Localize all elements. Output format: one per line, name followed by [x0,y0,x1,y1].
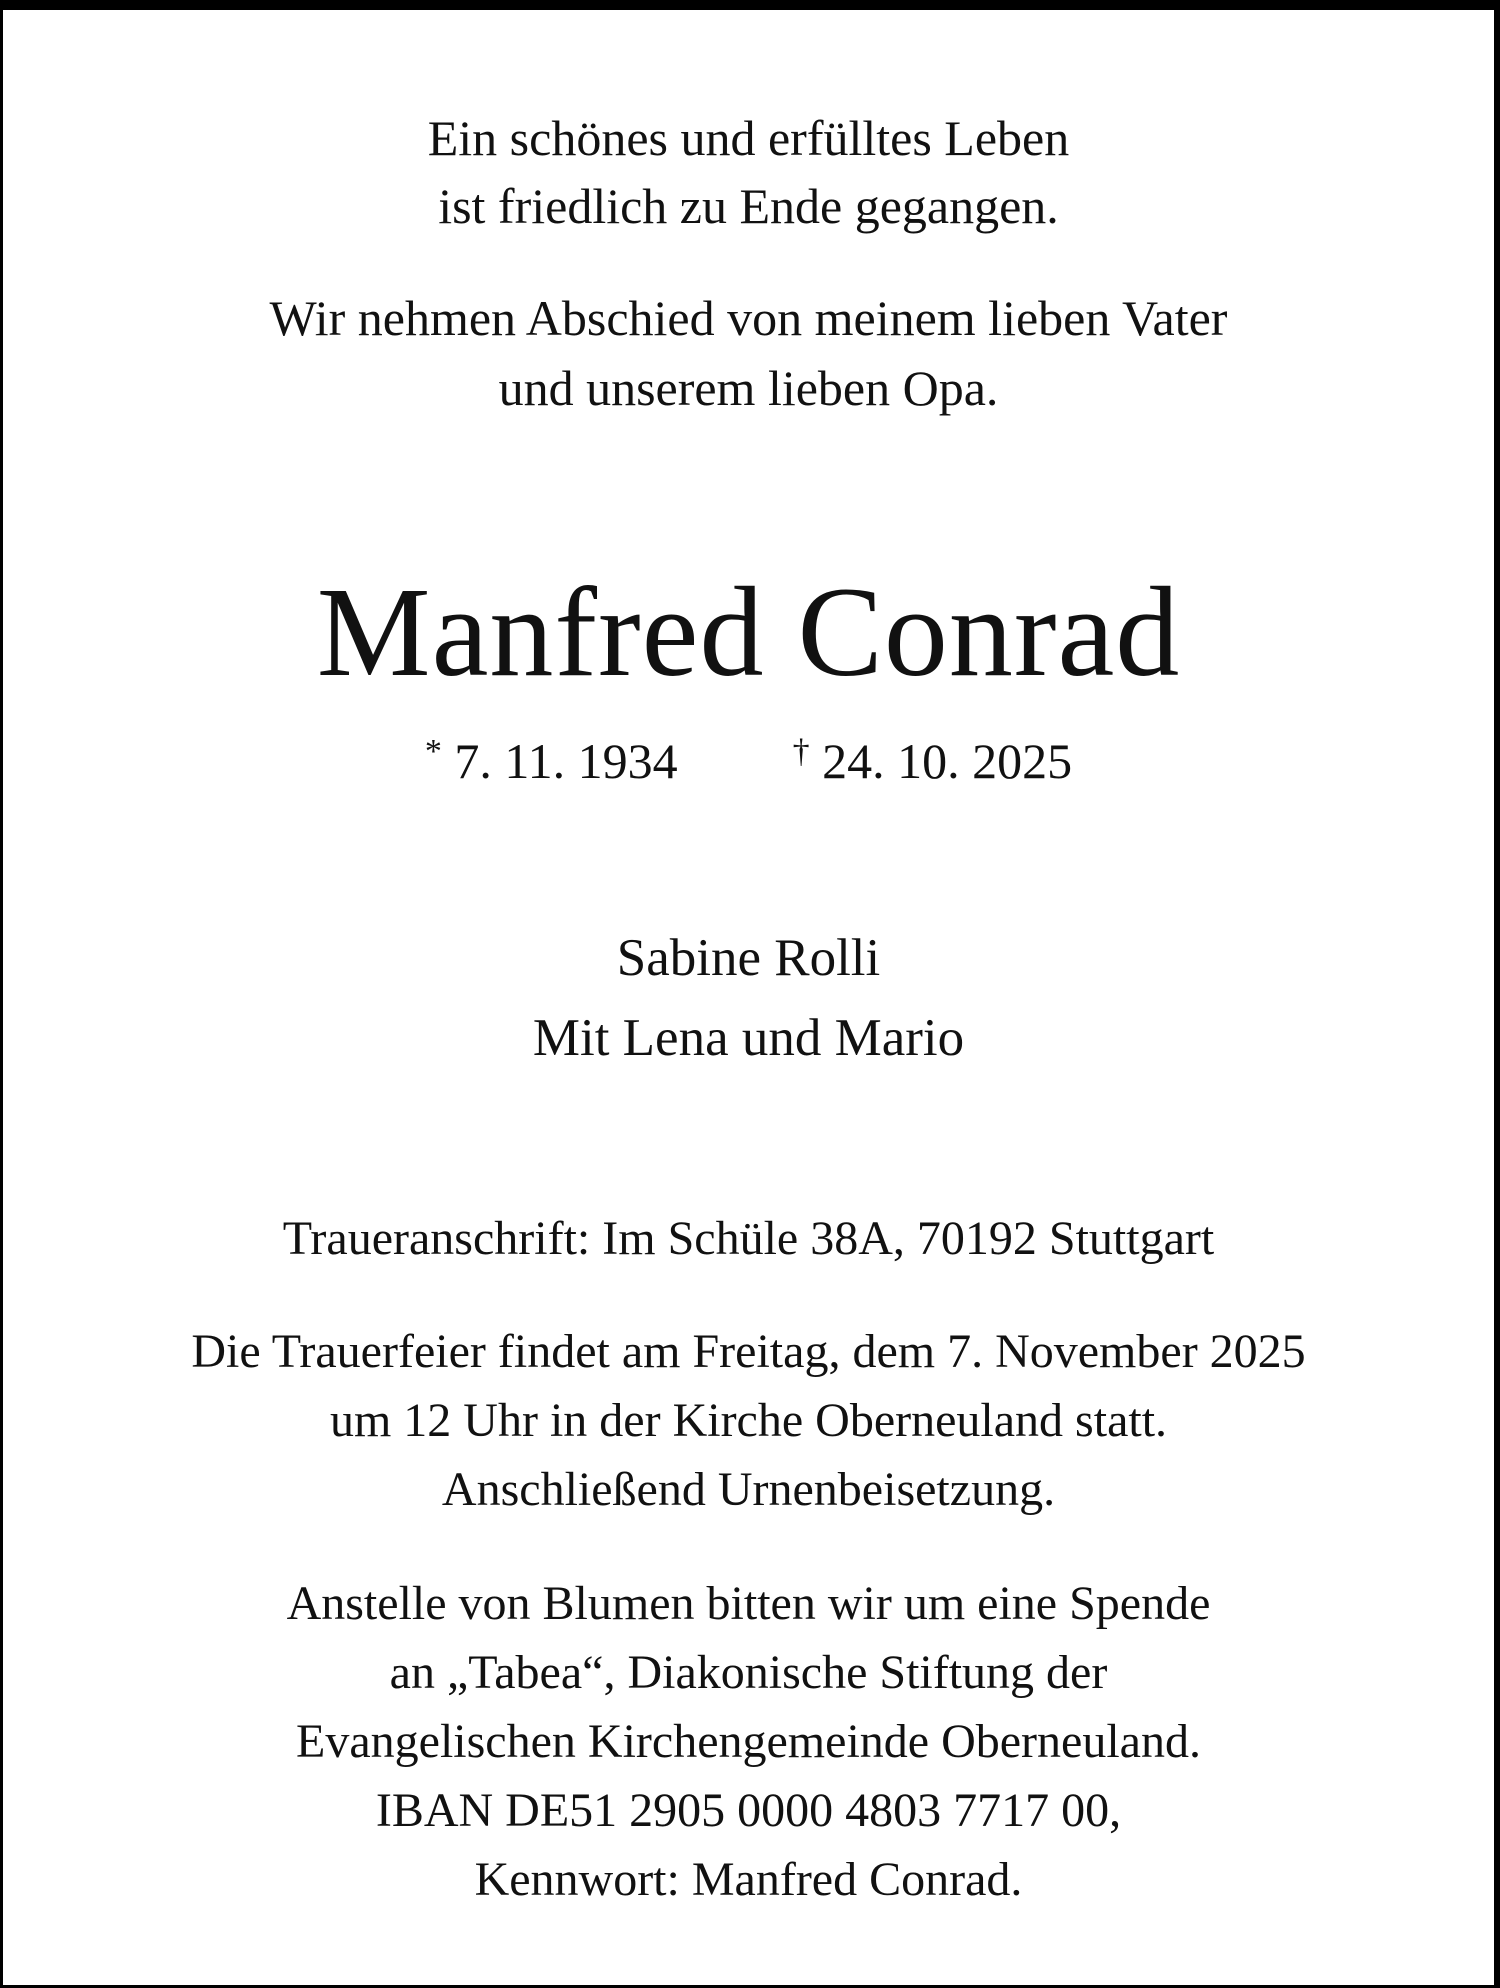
donation-iban: IBAN DE51 2905 0000 4803 7717 00, [375,1784,1122,1837]
donation-line-2: an „Tabea“, Diakonische Stiftung der [389,1646,1108,1699]
ceremony-line-3: Anschließend Urnenbeisetzung. [441,1463,1056,1516]
birth-star-icon: * [424,733,442,770]
ceremony-line-1: Die Trauerfeier findet am Freitag, dem 7. November 2025 [191,1325,1306,1378]
intro-line-1: Ein schönes und erfülltes Leben [427,110,1070,166]
death-date: 24. 10. 2025 [822,733,1073,789]
family-line-2: Mit Lena und Mario [532,1009,965,1067]
birth-date: 7. 11. 1934 [454,733,678,789]
ceremony-line-2: um 12 Uhr in der Kirche Oberneuland statt. [329,1394,1168,1447]
deceased-name: Manfred Conrad [316,561,1181,703]
life-dates [3,733,1494,789]
intro-line-2: ist friedlich zu Ende gegangen. [438,178,1059,234]
death-cross-icon: † [792,733,810,770]
donation-line-1: Anstelle von Blumen bitten wir um eine Spende [286,1577,1211,1630]
intro-line-4: und unserem lieben Opa. [498,360,999,416]
donation-line-3: Evangelischen Kirchengemeinde Oberneuland. [296,1715,1201,1768]
family-line-1: Sabine Rolli [616,929,881,987]
donation-keyword: Kennwort: Manfred Conrad. [474,1853,1023,1906]
intro-line-3: Wir nehmen Abschied von meinem lieben Vater [269,290,1228,346]
mourning-address: Traueranschrift: Im Schüle 38A, 70192 Stuttgart [282,1212,1215,1265]
